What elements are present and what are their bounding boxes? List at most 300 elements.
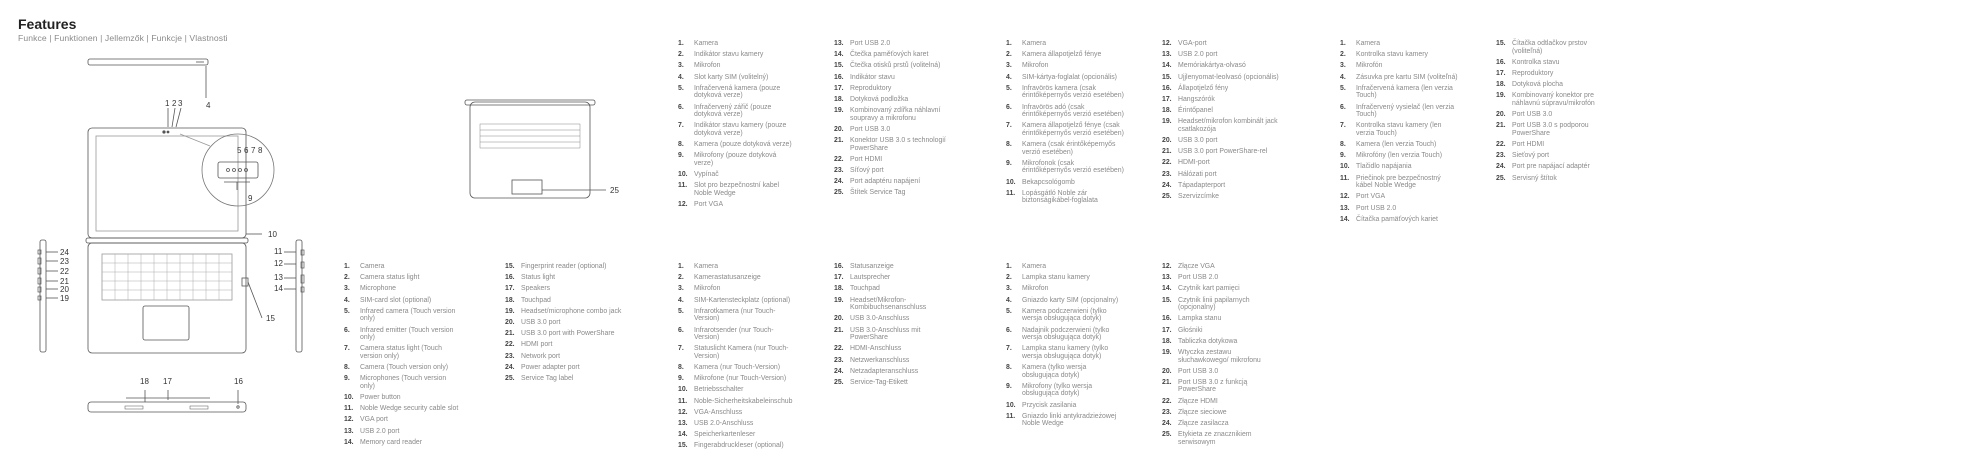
list-item	[834, 51, 952, 59]
item-number: 3.	[678, 285, 684, 293]
list-item	[1006, 122, 1124, 137]
item-label: Čítačka odtlačkov prstov (voliteľná)	[1512, 40, 1588, 55]
list-item	[1496, 163, 1614, 171]
item-number: 24.	[1162, 420, 1172, 428]
item-label: Port adaptéru napájení	[850, 178, 921, 186]
list-item	[1496, 141, 1614, 149]
list-item	[505, 274, 623, 282]
item-number: 10.	[678, 386, 688, 394]
item-number: 8.	[1006, 141, 1012, 149]
item-label: USB 2.0-Anschluss	[694, 420, 754, 428]
item-label: Wtyczka zestawu słuchawkowego/ mikrofonu	[1178, 348, 1261, 364]
item-label: Kamera	[1022, 40, 1047, 47]
item-label: Síťový port	[850, 167, 884, 175]
list-item	[834, 126, 952, 134]
list-item	[834, 263, 952, 271]
item-label: HDMI-Anschluss	[850, 345, 902, 353]
callout-25: 25	[610, 186, 619, 195]
item-label: SIM-Kartensteckplatz (optional)	[694, 296, 791, 304]
list-item	[344, 285, 462, 293]
item-number: 2.	[1006, 274, 1012, 282]
item-label: Camera status light	[360, 274, 420, 282]
item-label: Kamera	[1356, 40, 1381, 47]
item-number: 2.	[1006, 51, 1012, 59]
list-item	[834, 379, 952, 387]
item-number: 21.	[1496, 122, 1506, 130]
item-number: 19.	[505, 307, 515, 315]
item-number: 12.	[1340, 193, 1350, 201]
list-item	[505, 375, 623, 383]
item-number: 4.	[1006, 296, 1012, 304]
callout-22: 22	[60, 267, 69, 276]
item-label: Głośniki	[1178, 326, 1203, 334]
list-item	[344, 345, 462, 360]
item-number: 4.	[1006, 73, 1012, 81]
callout-19: 19	[60, 294, 69, 303]
item-label: Indikátor stavu	[850, 73, 895, 81]
item-number: 6.	[1006, 326, 1012, 334]
item-label: Betriebsschalter	[694, 386, 744, 394]
list-item	[1006, 104, 1124, 119]
list-item	[344, 263, 462, 271]
item-label: Power button	[360, 394, 401, 402]
item-number: 14.	[1162, 285, 1172, 293]
laptop-base-view	[470, 102, 590, 198]
list-item	[1496, 175, 1614, 183]
item-number: 17.	[834, 84, 844, 92]
item-label: Status light	[521, 274, 556, 282]
item-number: 8.	[1340, 141, 1346, 149]
item-number: 20.	[834, 315, 844, 323]
item-number: 4.	[1340, 73, 1346, 81]
list-item	[1162, 420, 1280, 428]
list-item	[1162, 96, 1280, 104]
item-label: Port USB 2.0	[850, 40, 891, 47]
callout-16: 16	[234, 377, 243, 386]
callout-2: 2	[172, 99, 177, 108]
item-number: 16.	[505, 274, 515, 282]
laptop-top-edge-view	[88, 59, 208, 65]
item-label: Mikrofóny (len verzia Touch)	[1356, 152, 1443, 160]
item-label: Port USB 2.0	[1356, 204, 1397, 212]
callout-24: 24	[60, 248, 69, 257]
item-label: Tabliczka dotykowa	[1178, 337, 1238, 345]
list-item	[678, 308, 796, 323]
item-label: Priečinok pre bezpečnostný kábel Noble Wedge	[1356, 174, 1441, 190]
item-label: SIM-kártya-foglalat (opcionális)	[1022, 73, 1117, 81]
item-number: 6.	[344, 326, 350, 334]
callout-14: 14	[274, 284, 283, 293]
item-number: 10.	[1006, 401, 1016, 409]
item-label: Speicherkartenleser	[694, 431, 756, 439]
list-item	[1162, 51, 1280, 59]
list-item	[834, 285, 952, 293]
item-label: Kamera (nur Touch-Version)	[694, 364, 781, 372]
item-number: 22.	[834, 345, 844, 353]
list-item	[834, 274, 952, 282]
item-label: Fingerabdruckleser (optional)	[694, 442, 784, 450]
list-item	[505, 353, 623, 361]
item-label: Port HDMI	[1512, 141, 1545, 149]
item-number: 3.	[344, 285, 350, 293]
item-number: 22.	[1496, 141, 1506, 149]
list-item	[834, 297, 952, 312]
item-number: 5.	[344, 307, 350, 315]
item-number: 14.	[1340, 215, 1350, 223]
list-item	[344, 375, 462, 390]
item-number: 8.	[1006, 364, 1012, 372]
item-label: Port pre napájací adaptér	[1512, 163, 1590, 171]
item-label: Microphone	[360, 285, 397, 293]
callout-7: 7	[251, 146, 256, 155]
list-item	[834, 156, 952, 164]
item-number: 11.	[1340, 174, 1350, 182]
item-number: 10.	[1006, 178, 1016, 186]
list-item	[1162, 148, 1280, 156]
item-number: 19.	[1496, 92, 1506, 100]
item-label: Infračervený vysielač (len verzia Touch)	[1356, 103, 1455, 119]
item-label: Kamera podczerwieni (tylko wersja obsługująca dotyk)	[1022, 307, 1107, 323]
list-item	[678, 141, 796, 149]
item-number: 7.	[1006, 345, 1012, 353]
list-item	[1006, 51, 1124, 59]
list-item	[678, 74, 796, 82]
list-item	[1006, 383, 1124, 398]
item-number: 5.	[678, 307, 684, 315]
item-label: USB 3.0 port	[521, 318, 561, 326]
item-number: 20.	[1162, 367, 1172, 375]
item-number: 22.	[834, 155, 844, 163]
item-number: 24.	[505, 363, 515, 371]
item-number: 12.	[678, 201, 688, 209]
item-number: 23.	[1162, 170, 1172, 178]
list-item	[1340, 85, 1458, 100]
list-item	[505, 319, 623, 327]
laptop-front-edge-view	[88, 402, 246, 412]
item-number: 15.	[678, 442, 688, 450]
item-number: 10.	[1340, 163, 1350, 171]
list-item	[678, 345, 796, 360]
item-label: Zásuvka pre kartu SIM (voliteľná)	[1356, 73, 1458, 81]
list-item	[1006, 179, 1124, 187]
touchpad-drawing	[143, 306, 189, 340]
feature-list-hungarian-2	[1162, 40, 1280, 204]
item-number: 15.	[505, 263, 515, 270]
feature-list-hungarian	[1006, 40, 1124, 209]
list-item	[834, 167, 952, 175]
list-item	[678, 442, 796, 450]
item-number: 9.	[1006, 159, 1012, 167]
item-label: Reproduktory	[1512, 69, 1554, 77]
item-number: 24.	[1496, 163, 1506, 171]
callout-8: 8	[258, 146, 263, 155]
item-label: Kamera	[1022, 263, 1047, 270]
item-label: Lampka stanu kamery	[1022, 274, 1090, 282]
item-label: Złącze VGA	[1178, 263, 1215, 270]
list-item	[834, 107, 952, 122]
item-label: Headset/mikrofon kombinált jack csatlakozója	[1178, 118, 1278, 133]
item-label: VGA port	[360, 416, 388, 424]
item-number: 1.	[1006, 263, 1012, 270]
item-number: 13.	[1162, 274, 1172, 282]
item-label: VGA-port	[1178, 40, 1207, 47]
list-item	[344, 274, 462, 282]
item-number: 8.	[678, 364, 684, 372]
item-label: Mikrofon	[1022, 62, 1049, 70]
list-item	[344, 308, 462, 323]
item-number: 14.	[1162, 62, 1172, 70]
callout-12: 12	[274, 259, 283, 268]
list-item	[678, 201, 796, 209]
list-item	[1162, 107, 1280, 115]
item-number: 18.	[1162, 337, 1172, 345]
item-label: Złącze HDMI	[1178, 397, 1218, 405]
item-label: Bekapcsológomb	[1022, 178, 1075, 186]
callout-3: 3	[178, 99, 183, 108]
list-item	[1006, 327, 1124, 342]
list-item	[678, 431, 796, 439]
list-item	[505, 341, 623, 349]
callout-18: 18	[140, 377, 149, 386]
callout-6: 6	[244, 146, 249, 155]
item-number: 1.	[344, 263, 350, 270]
item-number: 9.	[678, 152, 684, 160]
item-number: 21.	[1162, 148, 1172, 156]
list-item	[1162, 263, 1280, 271]
item-label: Noble Wedge security cable slot	[360, 405, 459, 413]
item-number: 2.	[678, 274, 684, 282]
item-label: Mikrofonok (csak érintőképernyős verzió esetében)	[1022, 159, 1124, 175]
list-item	[678, 40, 796, 48]
item-number: 4.	[344, 296, 350, 304]
feature-list-english-2	[505, 263, 623, 386]
list-item	[1340, 141, 1458, 149]
callout-23: 23	[60, 257, 69, 266]
item-number: 20.	[1496, 111, 1506, 119]
item-number: 1.	[678, 263, 684, 270]
item-label: Infravörös adó (csak érintőképernyős verzió esetében)	[1022, 103, 1124, 119]
item-number: 13.	[1340, 204, 1350, 212]
item-number: 11.	[678, 397, 688, 405]
item-label: USB 3.0-Anschluss	[850, 315, 910, 323]
item-number: 16.	[1162, 84, 1172, 92]
item-label: Lautsprecher	[850, 274, 891, 282]
list-item	[678, 62, 796, 70]
item-label: Service-Tag-Etikett	[850, 378, 908, 386]
item-label: Noble-Sicherheitskabeleinschub	[694, 397, 793, 405]
list-item	[834, 137, 952, 152]
item-label: Mikrofon	[1022, 285, 1049, 293]
item-label: Kontrolka stavu	[1512, 58, 1560, 66]
list-item	[834, 327, 952, 342]
item-number: 25.	[1162, 431, 1172, 439]
item-number: 23.	[834, 356, 844, 364]
item-number: 21.	[834, 137, 844, 145]
feature-list-czech-2	[834, 40, 952, 201]
laptop-screen-view	[88, 128, 246, 238]
item-label: Tápadapterport	[1178, 181, 1226, 189]
list-item	[1340, 104, 1458, 119]
list-item	[1006, 74, 1124, 82]
list-item	[1162, 274, 1280, 282]
item-label: Servisný štítok	[1512, 174, 1557, 182]
item-number: 8.	[344, 364, 350, 372]
item-number: 17.	[1162, 326, 1172, 334]
list-item	[678, 386, 796, 394]
list-item	[678, 51, 796, 59]
item-label: Kombinovaný zdířka náhlavní soupravy a mikrofonu	[850, 107, 941, 122]
item-label: Port USB 3.0	[850, 125, 891, 133]
list-item	[1162, 182, 1280, 190]
list-item	[505, 330, 623, 338]
callout-1: 1	[165, 99, 170, 108]
list-item	[1340, 51, 1458, 59]
item-number: 11.	[1006, 189, 1016, 197]
item-label: Mikrofony (tylko wersja obsługująca dotyk)	[1022, 382, 1093, 398]
list-item	[834, 315, 952, 323]
list-item	[1006, 40, 1124, 48]
item-label: Kamera (tylko wersja obsługująca dotyk)	[1022, 364, 1087, 379]
item-number: 3.	[1006, 62, 1012, 70]
item-label: Indikátor stavu kamery	[694, 51, 764, 59]
item-number: 25.	[834, 378, 844, 386]
list-item	[834, 345, 952, 353]
item-label: Headset/microphone combo jack	[521, 307, 622, 315]
list-item	[505, 285, 623, 293]
callout-10: 10	[268, 230, 277, 239]
item-label: Service Tag label	[521, 374, 574, 382]
list-item	[344, 364, 462, 372]
item-number: 15.	[1496, 40, 1506, 47]
item-number: 13.	[678, 420, 688, 428]
item-label: Netzadapteranschluss	[850, 367, 919, 375]
list-item	[1496, 111, 1614, 119]
item-label: Lampka stanu	[1178, 315, 1222, 323]
item-number: 21.	[834, 326, 844, 334]
list-item	[344, 405, 462, 413]
item-number: 25.	[1162, 193, 1172, 201]
item-label: USB 2.0 port	[360, 427, 400, 435]
item-label: Camera	[360, 263, 385, 270]
item-number: 14.	[344, 438, 354, 446]
item-number: 19.	[1162, 348, 1172, 356]
item-label: HDMI port	[521, 341, 553, 349]
item-number: 22.	[505, 341, 515, 349]
list-item	[1006, 160, 1124, 175]
item-number: 18.	[1496, 81, 1506, 89]
list-item	[1006, 85, 1124, 100]
item-number: 15.	[834, 62, 844, 70]
list-item	[1162, 193, 1280, 201]
feature-list-slovak-2	[1496, 40, 1614, 186]
list-item	[678, 297, 796, 305]
item-label: Infrarotkamera (nur Touch-Version)	[694, 307, 776, 323]
item-number: 21.	[505, 330, 515, 338]
feature-list-slovak	[1340, 40, 1458, 227]
list-item	[1162, 159, 1280, 167]
item-number: 6.	[678, 103, 684, 111]
item-label: Slot karty SIM (volitelný)	[694, 73, 769, 81]
item-number: 12.	[1162, 40, 1172, 47]
item-label: Vypínač	[694, 171, 719, 179]
page-subtitle: Funkce | Funktionen | Jellemzők | Funkcje | Vlastnosti	[18, 33, 228, 43]
item-number: 20.	[505, 318, 515, 326]
list-item	[344, 428, 462, 436]
item-number: 6.	[1340, 103, 1346, 111]
list-item	[1162, 398, 1280, 406]
item-label: Infrared camera (Touch version only)	[360, 307, 456, 323]
list-item	[1340, 205, 1458, 213]
item-label: Headset/Mikrofon-Kombibuchsenanschluss	[850, 296, 927, 312]
list-item	[505, 364, 623, 372]
item-label: USB 3.0-Anschluss mit PowerShare	[850, 326, 921, 342]
item-number: 2.	[678, 51, 684, 59]
list-item	[1340, 152, 1458, 160]
list-item	[1496, 81, 1614, 89]
list-item	[344, 297, 462, 305]
item-label: Štítek Service Tag	[850, 189, 906, 197]
list-item	[1006, 263, 1124, 271]
list-item	[678, 375, 796, 383]
item-label: Kamera (csak érintőképernyős verzió esetében)	[1022, 141, 1116, 156]
item-label: Állapotjelző fény	[1178, 84, 1229, 92]
callout-15: 15	[266, 314, 275, 323]
item-number: 13.	[344, 427, 354, 435]
item-label: Mikrofone (nur Touch-Version)	[694, 375, 787, 383]
item-number: 1.	[1340, 40, 1346, 47]
list-item	[1496, 40, 1614, 55]
list-item	[678, 182, 796, 197]
feature-list-polish-2	[1162, 263, 1280, 450]
list-item	[1006, 345, 1124, 360]
list-item	[505, 263, 623, 271]
list-item	[834, 357, 952, 365]
item-label: Kamera	[694, 263, 719, 270]
item-label: SIM-card slot (optional)	[360, 296, 432, 304]
list-item	[1340, 40, 1458, 48]
item-number: 17.	[505, 285, 515, 293]
list-item	[834, 96, 952, 104]
item-label: Mikrofón	[1356, 62, 1383, 70]
list-item	[1162, 431, 1280, 446]
item-label: Port USB 3.0	[1512, 111, 1553, 119]
list-item	[1162, 297, 1280, 312]
item-label: Network port	[521, 352, 561, 360]
feature-list-czech	[678, 40, 796, 212]
item-label: Touchpad	[521, 296, 551, 304]
item-label: Kamera (pouze dotyková verze)	[694, 141, 792, 149]
list-item	[834, 189, 952, 197]
item-label: Microphones (Touch version only)	[360, 375, 447, 390]
list-item	[678, 285, 796, 293]
item-label: Hangszórók	[1178, 95, 1215, 103]
item-label: Gniazdo linki antykradzieżowej Noble Wedge	[1022, 412, 1117, 428]
item-number: 17.	[1162, 95, 1172, 103]
list-item	[1162, 315, 1280, 323]
page-title: Features	[18, 16, 77, 32]
list-item	[1006, 413, 1124, 428]
item-number: 21.	[1162, 378, 1172, 386]
list-item	[678, 122, 796, 137]
item-label: Nadajnik podczerwieni (tylko wersja obsługująca dotyk)	[1022, 326, 1110, 342]
item-number: 3.	[1340, 62, 1346, 70]
item-number: 14.	[834, 51, 844, 59]
item-label: Power adapter port	[521, 363, 580, 371]
item-number: 16.	[1162, 315, 1172, 323]
item-number: 23.	[505, 352, 515, 360]
item-number: 1.	[1006, 40, 1012, 47]
item-number: 13.	[834, 40, 844, 47]
